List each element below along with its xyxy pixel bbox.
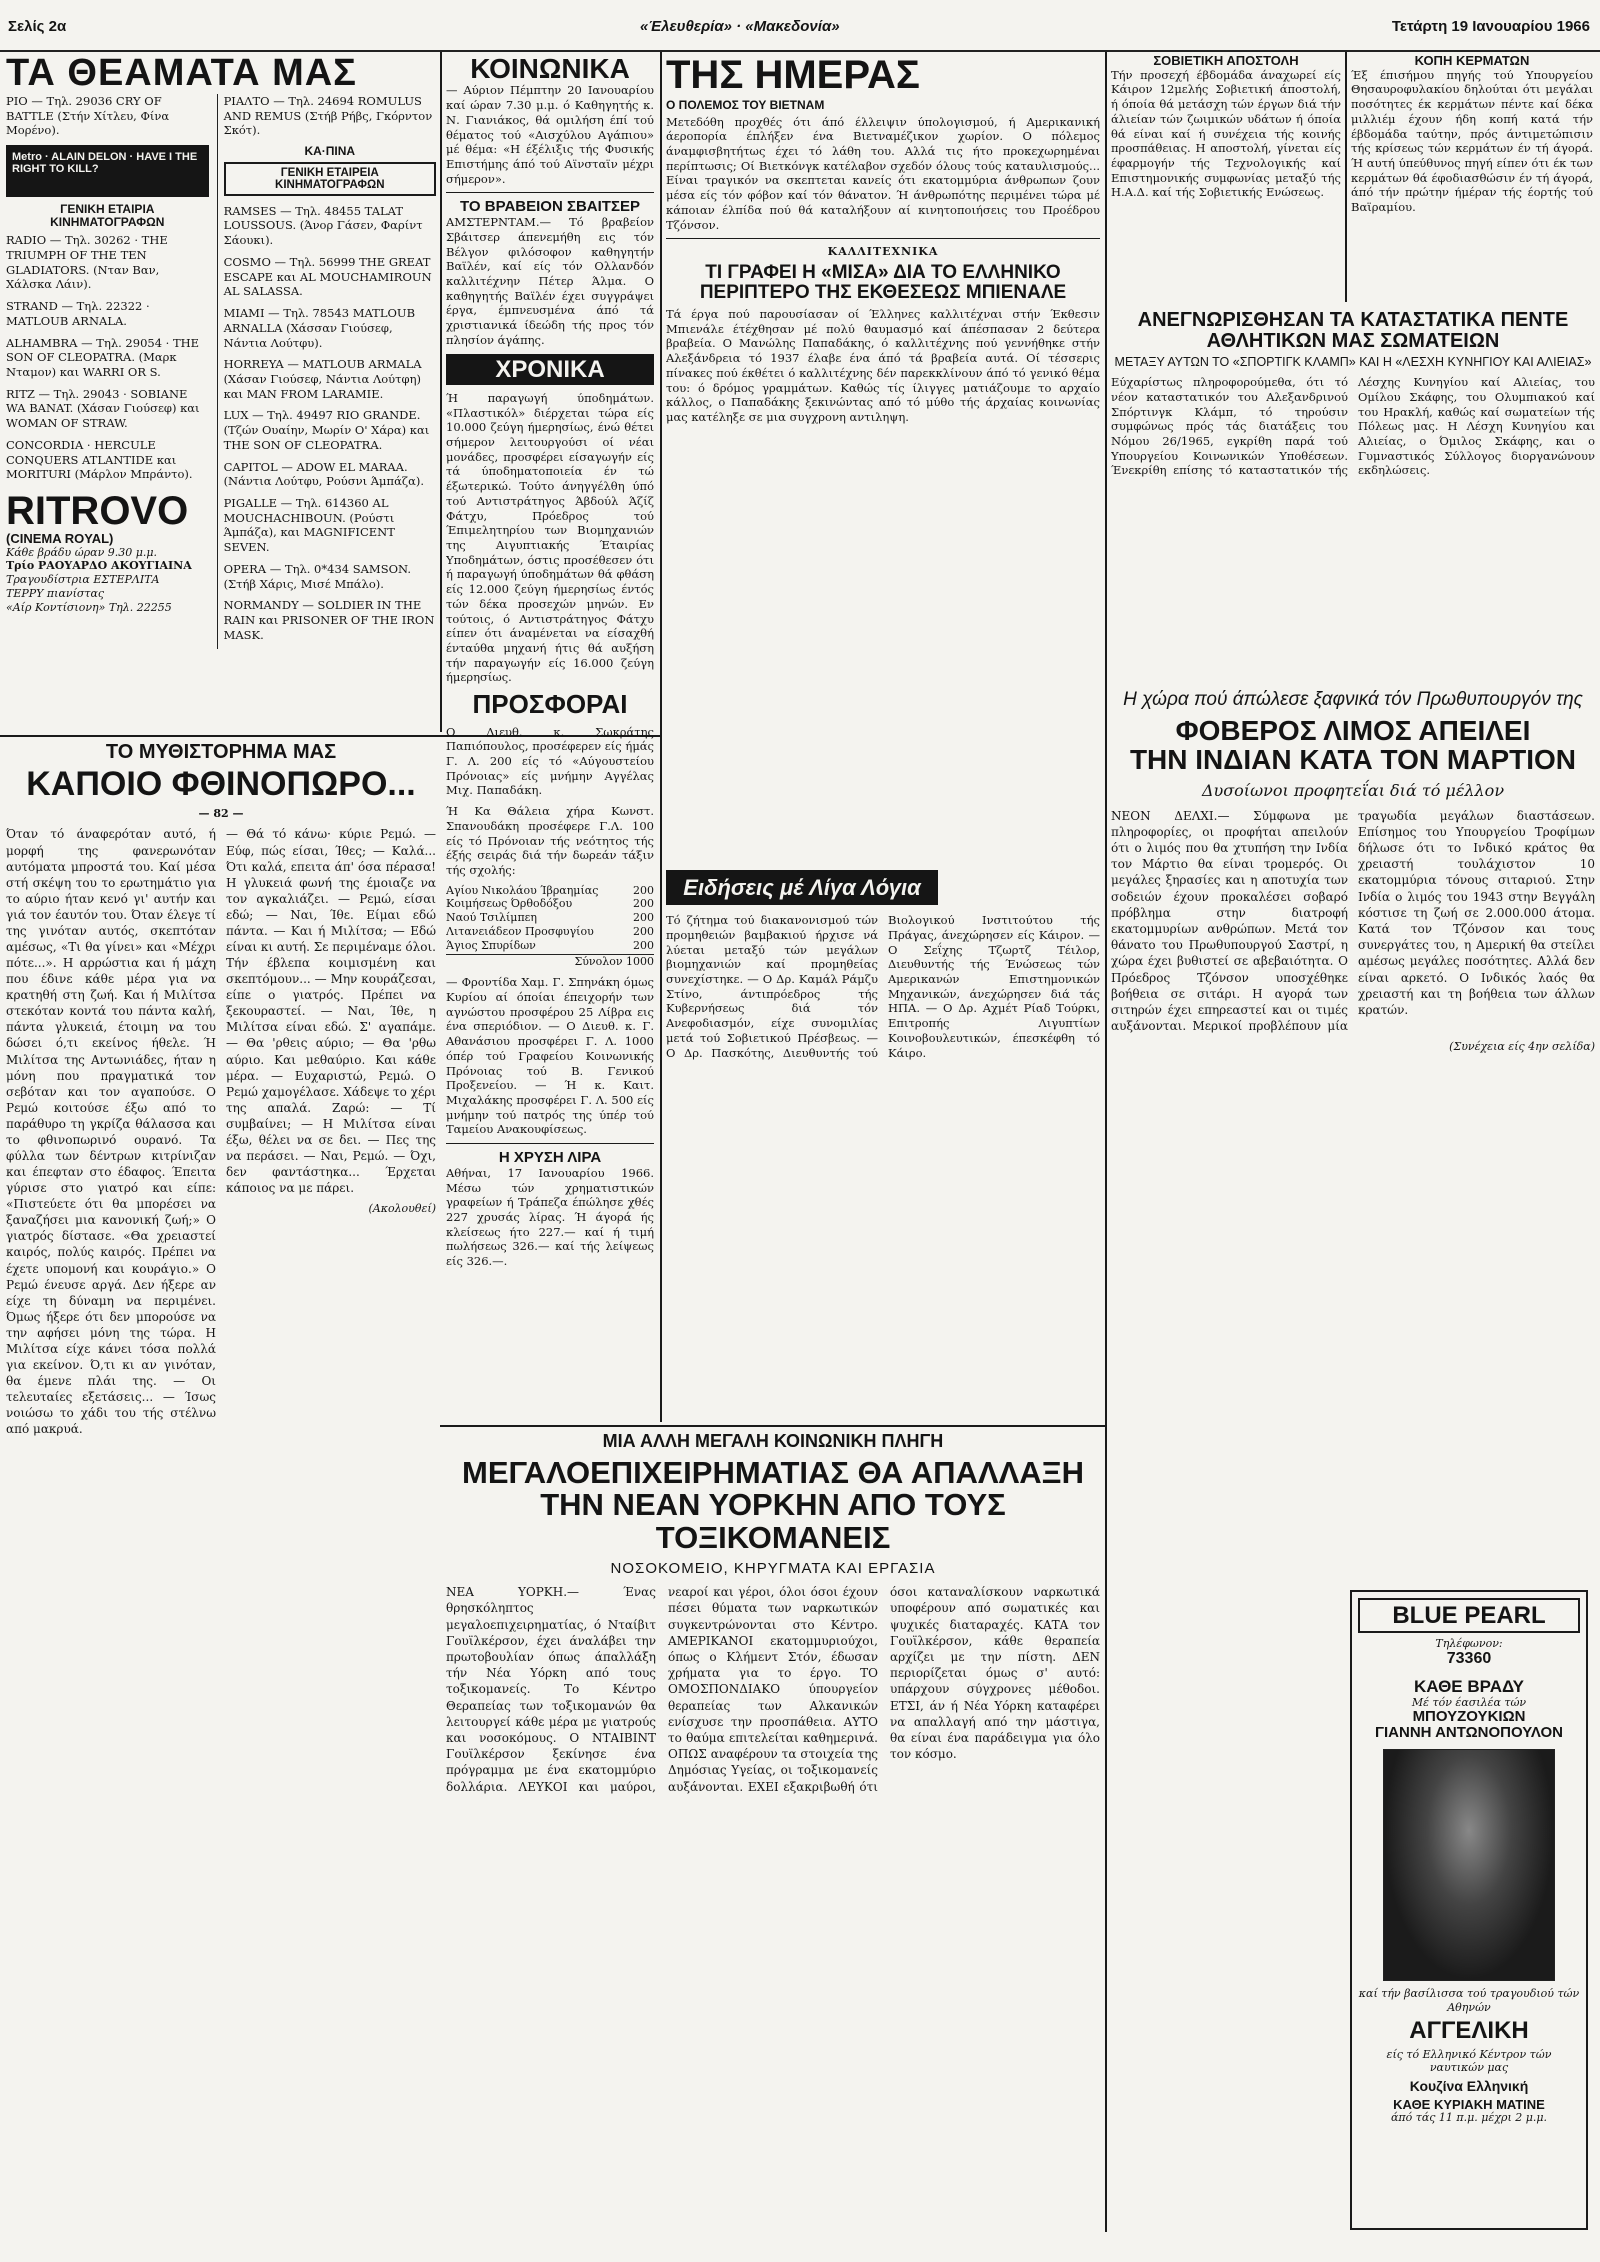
ritrovo-ad xyxy=(6,490,209,614)
cinema-listing: MIAMI — Τηλ. 78543 MATLOUB ARNALLA (Χάσσαν Γιούσεφ, Νάντια Λούτφυ). xyxy=(223,306,416,350)
ritrovo-line: Κάθε βράδυ ώραν 9.30 μ.μ. xyxy=(6,545,158,559)
gold-title: Η ΧΡΥΣΗ ΛΙΡΑ xyxy=(498,1149,602,1167)
ritrovo-name: RITROVO xyxy=(6,489,189,534)
offers-total: Σύνολον 1000 xyxy=(446,954,654,969)
cinema-listing: ALHAMBRA — Τηλ. 29054 · THE SON OF CLEOPATRA. (Μαρκ Νταμον) και WARRI OR S. xyxy=(6,335,200,379)
offer-name: Κοιμήσεως Όρθοδόξου xyxy=(446,897,573,911)
clubs-title: ΑΝΕΓΝΩΡΙΣΘΗΣΑΝ ΤΑ ΚΑΤΑΣΤΑΤΙΚΑ ΠΕΝΤΕ ΑΘΛΗΤΙΚΩΝ ΜΑΣ ΣΩΜΑΤΕΙΩΝ xyxy=(1137,310,1569,352)
cinema-listing: NORMANDY — SOLDIER IN THE RAIN και PRISONER OF THE IRON MASK. xyxy=(223,598,435,642)
offer-row xyxy=(446,911,654,925)
ritrovo-line: ΤΕΡΡΥ πιανίστας xyxy=(6,586,105,600)
social-text: — Αύριον Πέμπτην 20 Ιανουαρίου καί ώραν 7.30 μ.μ. ό Καθηγητής κ. Ν. Γιανιάκος, θά ομιλήση έπί τού θέματος τού «Αισχύλου Αγάπιου» μέ θέμα: «Η έξέλιξις τής Φυσικής Επιστήμης άπό τού Αϊνσταϊν μέχρι σήμερον». xyxy=(446,83,654,186)
novel-text: Όταν τό άναφερόταν αυτό, ή μορφή της φανερωνόταν αυτόματα μπροστά του. Καί μέσα στή σκέψη του το ερωτημάτιο για το αύριο ήταν κενό γι' αυτήν και γιά τον έαυτόν του. Όταν έλεγε τί της γινόταν αυτός, σκεπτόταν αμέσως, «Τι θα γίνει» και «Μέχρι πότε...». Η αρρώστια και ή μάχη που έδινε κάθε μέρα για να κρατηθή στη ζωή. Και ή Μιλίτσα στεκόταν κοντά του πάντα καλή, πάντα γλυκειά, έτοιμη να του δώσει ό,τι εκείνος ήθελε. Ή Μιλίτσα της Αντωνιάδες, ήταν η μόνη που πραγματικά τον σεβόταν και τον αγαπούσε. Ο Ρεμώ κοιτούσε έξω από το παράθυρο τη γκρίζα θάλασσα και το φθινοπωρινό ουρανό. Τα φύλλα των δέντρων κιτρίνιζαν και έπεφταν στο έδαφος. Έπειτα γύρισε στο γιατρό και είπε: «Πιστεύετε ότι θα μπορέσει να ξαναζήσει μια κανονική ζωή;» Ο γιατρός δίστασε. «Θα χρειαστεί καιρός, πολύς καιρός. Πρέπει να έχετε υπομονή και κουράγιο.» Ο Ρεμώ ένευσε αργά. Δεν ήξερε αν είχε τη δύναμη να περιμένει. Όμως ήξερε ότι δεν μπορούσε να την αφήσει μόνη της τώρα. Η Μιλίτσα είχε κάνει τόσα πολλά για εκείνον. Ό,τι κι αν γινόταν, θα έμενε πλάι της. — Οι τελευταίες εξετάσεις... — Ίσως νοιώσω το χάδι του τής στέλνω από μακρυά. xyxy=(6,827,216,1437)
novel-title: ΚΑΠΟΙΟ ΦΘΙΝΟΠΩΡΟ... xyxy=(26,765,416,803)
cinema-listing: RADIO — Τηλ. 30262 · THE TRIUMPH OF THE TEN GLADIATORS. (Νταν Βαν, Χάλσκα Λάιν). xyxy=(6,233,168,292)
cinema-listing: HORREYA — MATLOUB ARMALA (Χάσαν Γιούσεφ, Νάντια Λούτφη) και MAN FROM LARAMIE. xyxy=(223,357,422,401)
cinema-listing: CAPITOL — ADOW EL MARAA. (Νάντια Λούτφυ, Ρούσνι Άμπάζα). xyxy=(223,459,424,489)
offer-row xyxy=(446,939,654,953)
ad-line: ΚΑΘΕ ΒΡΑΔΥ xyxy=(1413,1676,1525,1696)
cinema-list xyxy=(6,233,209,482)
famine-title: ΦΟΒΕΡΟΣ ΛΙΜΟΣ ΑΠΕΙΛΕΙ xyxy=(1175,714,1531,746)
ad-line: καί τήν βασίλισσα τού τραγουδιού τών Αθηνών xyxy=(1358,1986,1580,2014)
chronika-text: Ή παραγωγή ύποδημάτων. «Πλαστικόλ» διέρχεται τώρα είς 10.000 ζεύγη ήμερησίως, ένώ θέτει σήμερον λειτουργούσι οί νέαι μονάδες, προσφέρει είσαγωγήν είς τά ύποδηματοποιεία έν τώ έξωτερικώ. Τούτο άνηγγέλθη ύπό τού Αντιστράτηγος Άβδούλ Άζίζ Φάτχυ, Πρόεδρος τού Έπιμελητηρίου των Βιομηχανιών της Αιγυπτιακής Έταιρίας Υποδημάτων, όστις προσέθεσεν ότι ή παραγωγή ύποδημάτων θά φθάση είς 12.000 ζεύγη ήμερησίως έντός τών δέκα προσεχών μηνών. Εν τούτοις, ό Αντιστράτηγος Φάτχυ είπεν ότι άναμένεται να είσαχθή ένταύθα μηχανή ήτις θά αυξήση τήν παραγωγήν είς 16.000 ζεύγη ήμερησίως. xyxy=(446,390,654,685)
social-title: ΚΟΙΝΩΝΙΚΑ xyxy=(470,54,630,84)
famine-title: ΤΗΝ ΙΝΔΙΑΝ ΚΑΤΑ ΤΟΝ ΜΑΡΤΙΟΝ xyxy=(1129,744,1577,776)
big-story-title: ΤΗΝ ΝΕΑΝ ΥΟΡΚΗΝ ΑΠΟ ΤΟΥΣ ΤΟΞΙΚΟΜΑΝΕΙΣ xyxy=(540,1487,1006,1555)
gold-text: Αθήναι, 17 Ιανουαρίου 1966. Μέσω τών χρηματιστικών γραφείων ή Τράπεζα έπώλησε χθές 227 χρυσάς λίρας. Ή άγορά ής κλείσεως ήτο 227.— καί ή τιμή πωλήσεως 326.— καί τής λείψεως είς 326.—. xyxy=(446,1165,654,1269)
chapter-number: — 82 — xyxy=(198,806,244,820)
news-text: Τό ζήτημα τού διακανονισμού τών προμηθειών βαμβακιού ήρχισε νά λύεται μεταξύ τών μεγάλων βιομηχανιών καί προμηθείας συνεχίστηκε. — Ο Δρ. Καμάλ Ράμζυ Στίνο, άντιπρόεδρος τής Κυβερνήσεως διά τόν Ανεφοδιασμόν, είχε συνομιλίας μετά τού Σοβιετικού Πρέσβεως. — Ο Δρ. Πασκότης, Διευθυντής τού Βιολογικού Ινστιτούτου τής Πράγας, άνεχώρησεν είς Κάιρον. — Ο Σεΐχης Τζωρτζ Τέιλορ, Διευθυντής τής Ένώσεως τών Αμερικανών Επιστημονικών Μηχανικών, άνεχώρησεν διά τάς ΗΠΑ. — Ο Δρ. Αχμέτ Ρίαδ Τούρκι, Επιτροπής Λιγυπτίων Κοινοβουλευτικών, έπεσκέφθη τό Κάιρο. xyxy=(666,913,1100,1060)
blue-pearl-ad xyxy=(1350,1590,1588,2230)
cinema-rio: ΡΙΟ — Τηλ. 29036 CRY OF BATTLE (Στήν Χίτλευ, Φίνα Μορένο). xyxy=(6,93,170,138)
soviet-title: ΣΟΒΙΕΤΙΚΗ ΑΠΟΣΤΟΛΗ xyxy=(1153,54,1299,68)
ad-line: Κουζίνα Ελληνική xyxy=(1409,2078,1529,2095)
cinema-rialto: ΡΙΑΛΤΟ — Τηλ. 24694 ROMULUS AND REMUS (Στήβ Ρήβς, Γκόρντον Σκότ). xyxy=(223,93,433,138)
column-rule xyxy=(440,52,442,732)
offer-amount: 200 xyxy=(633,883,654,897)
day-title: ΤΗΣ ΗΜΕΡΑΣ xyxy=(666,54,920,97)
ad-line: ΜΠΟΥΖΟΥΚΙΩΝ xyxy=(1412,1708,1526,1726)
ritrovo-line: «Αίρ Κοντίσιονη» Τηλ. 22255 xyxy=(6,600,172,614)
masthead xyxy=(0,0,1600,52)
kapina-heading: ΚΑ·ΠΙΝΑ xyxy=(304,144,356,159)
big-story xyxy=(446,1432,1100,2252)
day-subtitle: Ο ΠΟΛΕΜΟΣ ΤΟΥ ΒΙΕΤΝΑΜ xyxy=(666,98,825,112)
chronika-title: ΧΡΟΝΙΚΑ xyxy=(446,354,654,385)
offer-row xyxy=(446,897,654,911)
coins-text: Έξ έπισήμου πηγής τού Υπουργείου Θησαυροφυλακίου δηλούται ότι μεγάλαι ποσότητες έκ κερμάτων πέντε καί δέκα μιλλιέμ έχουν ήδη κοπή κατά τήν έβδομάδα ταύτην, πρός άντιμετώπισιν τής κρίσεως τών κερμάτων έν τή άγορά. Ή αυτή ύπεύθυνος πηγή είπεν ότι έκ των κερμάτων θά έφοδιασθώσιν έν τή άγορά, άπό τήν πρώτην ήμέραν τής έορτής τού Βαϊραμίου. xyxy=(1351,67,1593,215)
offer-name: Ναού Τσιλίμπεη xyxy=(446,911,537,925)
ad-line: ΚΑΘΕ ΚΥΡΙΑΚΗ ΜΑΤΙΝΕ xyxy=(1393,2096,1545,2112)
social-section xyxy=(446,54,654,1424)
offer-amount: 200 xyxy=(633,911,654,925)
ad-line: είς τό Ελληνικό Κέντρον τών ναυτικών μας xyxy=(1386,2047,1552,2075)
ritrovo-line: Τρίο ΡΑΟΥΑΡΔΟ ΑΚΟΥΓΙΑΙΝΑ xyxy=(6,559,192,573)
issue-date: Τετάρτη 19 Ιανουαρίου 1966 xyxy=(1391,18,1590,35)
big-story-text: ΝΕΑ ΥΟΡΚΗ.— Ένας θρησκόληπτος μεγαλοεπιχειρηματίας, ό Νταίβιτ Γουϊλκέρσον, έχει άναλάβει την πρωτοβουλίαν όπως άπαλλάξη τήν Νέα Υόρκη από τους τοξικομανείς. Το Κέντρο Θεραπείας των τοξικομανών θα λειτουργεί κάθε μέρα με γιατρούς και νοσοκόμους. Ο ΝΤΑΙΒΙΝΤ Γουϊλκέρσον ξεκίνησε ένα πρόγραμμα με ένα εκατομμύριο δολλάρια. ΛΕΥΚΟΙ και μαύροι, νεαροί και γέροι, όλοι όσοι έχουν πέσει θύματα των ναρκωτικών συγκεντρώνονται στο Κέντρο. ΑΜΕΡΙΚΑΝΟΙ εκατομμυριούχοι, όπως ο Κλήμεντ Στόν, έδωσαν χρήματα για το έργο. ΤΟ ΟΜΟΣΠΟΝΔΙΑΚΟ ύπουργείον θεραπείας των Αλκανικών ενίσχυσε την προσπάθεια. ΑΥΤΟ το θαύμα επιτελείται καθημερινά. ΟΠΩΣ αναφέρουν τα στοιχεία της Δημόσιας Υγείας, οι τοξικομανείς αυξάνονται. ΕΧΕΙ εξακριβωθή ότι όσοι καταναλίσκουν ναρκωτικά υποφέρουν από σωματικές και ψυχικές διαταραχές. ΚΑΤΑ τον Γουϊλκέρσον, κάθε θεραπεία αρχίζει με την πίστη. ΔΕΝ περιορίζεται όμως σ' αυτό: υπάρχουν σύγχρονες μέθοδοι. ΕΤΣΙ, άν ή Νέα Υόρκη καταφέρει να απαλλαγή από την μάστιγα, θα είναι ένα παράδειγμα για όλο τον κόσμο. xyxy=(446,1585,1100,1794)
clubs-section xyxy=(1111,310,1595,665)
continued-note: (Συνέχεια είς 4ην σελίδα) xyxy=(1449,1040,1595,1054)
famine-text: ΝΕΟΝ ΔΕΛΧΙ.— Σύμφωνα με πληροφορίες, οι προφήται απειλούν ότι ο λιμός που θα χτυπήση την Ινδία τον Μάρτιο θα είναι τρομερός. Οι μεγάλες ξηρασίες και η αποτυχία των σοδειών έχουν προκαλέσει σοβαρό πρόβλημα στην διατροφή εκατομμυρίων ανθρώπων. Μετά τον θάνατο του Πρωθυπουργού Σαστρί, η χώρα έχει βυθιστεί σε αβεβαιότητα. Ο Πρόεδρος Τζόνσον υποσχέθηκε βοήθεια σε σιτάρι. Η αγορά των σιτηρών έχει επηρεαστεί και οι τιμές αυξάνονται. Μερικοί προβλέπουν μία τραγωδία μεγάλων διαστάσεων. Επίσημος του Υπουργείου Τροφίμων δήλωσε ότι το Ινδικό κράτος θα χρειαστή τουλάχιστον 10 εκατομμύρια τόνους σιταριού. Στην Ινδία ο λιμός του 1943 στην Βεγγάλη κόστισε τη ζωή σε 2.000.000 άτομα. Κατά τον Τζόνσον και τους συνεργάτες του, η Αμερική θα στείλει αμέσως μεγάλες ποσότητες. Αλλά δεν είναι αρκετό. Ο Ινδικός λαός θα χρειαστή και τη βοήθεια των άλλων κρατών. xyxy=(1111,808,1595,1034)
company-heading: ΓΕΝΙΚΗ ΕΤΑΙΡΙΑ ΚΙΝΗΜΑΤΟΓΡΑΦΩΝ xyxy=(50,202,165,229)
newspaper-name: «Έλευθερία» · «Μακεδονία» xyxy=(640,18,840,35)
day-text: Μετεδόθη προχθές ότι άπό έλλειψιν ύπολογισμού, ή Αμερικανική άεροπορία έπλήξεν ένα Βιετναμέζικον χωρίον. Ο πόλεμος άναμφισβητήτως έχει τό λάθη του. Αλλά τις ήτο προκεχωρημέναι περίπτωσις; Οί Βιετκόνγκ κατέλαβον σχεδόν όλους τούς καταυλισμούς... Είναι τραγικόν να σκεπτεται κανείς ότι εκατομμύρια άνθρωπων ζουν μέσα είς τόν φόβον καί τόν θάνατον. Ή άνθρωπότης περιμένει τώρα μέ κάποιαν έλπίδα πού θά καταλήξουν αί κινητοποιήσεις του Προέδρου Τζόνσον. xyxy=(666,114,1100,232)
cinema-listing: RITZ — Τηλ. 29043 · SOBIANE WA BANAT. (Χάσαν Γιούσεφ) και WOMAN OF STRAW. xyxy=(6,386,200,431)
venue-name: BLUE PEARL xyxy=(1358,1598,1580,1633)
lost-pm-title: Η χώρα πού άπώλεσε ξαφνικά τόν Πρωθυπουργόν της xyxy=(1123,690,1583,710)
ritrovo-line: Τραγουδίστρια ΕΣΤΕΡΛΙΤΑ xyxy=(6,573,160,587)
novel-label: ΤΟ ΜΥΘΙΣΤΟΡΗΜΑ ΜΑΣ xyxy=(105,742,337,763)
offers-title: ΠΡΟΣΦΟΡΑΙ xyxy=(472,689,628,720)
novel-section xyxy=(6,742,436,2232)
offer-amount: 200 xyxy=(633,897,654,911)
offer-name: Αγίου Νικολάου Ίβραημίας xyxy=(446,883,599,897)
offers-intro: Ή Κα Θάλεια χήρα Κωνστ. Σπανουδάκη προσέφερε Γ.Λ. 100 είς τό Πρόνοιαν τής νεότητος τής έξής σειράς διά τήν δωρεάν τάξιν τής σχολής: xyxy=(446,804,654,877)
offer-row xyxy=(446,884,654,898)
coins-section xyxy=(1351,54,1593,304)
column-rule xyxy=(1105,52,1107,2232)
famine-subtitle: Δυσοίωνοι προφητεΐαι διά τό μέλλον xyxy=(1201,780,1505,800)
singer-photo xyxy=(1383,1749,1555,1981)
cinema-listing: RAMSES — Τηλ. 48455 TALAT LOUSSOUS. (Άνορ Γάσεν, Φαρίντ Σάουκι). xyxy=(223,203,423,248)
clubs-subtitle: ΜΕΤΑΞΥ ΑΥΤΩΝ ΤΟ «ΣΠΟΡΤΙΓΚ ΚΛΑΜΠ» ΚΑΙ Η «ΛΕΣΧΗ ΚΥΝΗΓΙΟΥ ΚΑΙ ΑΛΙΕΙΑΣ» xyxy=(1114,355,1592,369)
offer-amount: 200 xyxy=(633,938,654,952)
ad-line: ΑΓΓΕΛΙΚΗ xyxy=(1409,2017,1529,2045)
arts-text: Τά έργα πού παρουσίασαν οί Έλληνες καλλιτέχναι στήν Έκθεσιν Μπιενάλε έτέχθησαν μέ πολύ θαυμασμό καί άπέσπασαν 2 δεύτερα βραβεία. Ο Μανώλης Παπαδάκης, ό καλλιτέχνης πού γεννήθηκε στήν Αλεξάνδρεια τό 1937 έλαβε ένα άπό τά βραβεία αυτά. Οί τέσσερις πίνακες πού έκθέτει ό καλλιτέχνης δέν παρεκκλίνουν άπό τό γενικό θέμα του: ό δρόμος γραμμάτων. Καθώς τίς ίλιγγες ματιάζουμε το αρχαίο κάλλος, ο Παπαδάκης ξεκινώντας από τό μύθο τής άρχαίας κοινωνίας μας κατέληξε σε μια συγχρονη αντιληψη. xyxy=(666,306,1100,424)
soviet-text: Τήν προσεχή έβδομάδα άναχωρεί είς Κάιρον 12μελής Σοβιετική άποστολή, ή όποία θά μετάσχη τών έργων διά τήν άλιείαν τών ζωιμικών υδάτων ή όποία θά είναι καί ή συνέχεια τής κοινής προσπάθειας. Η αποστολή, γίνεται είς έφαρμογήν τής Τεχνολογικής καί Επιστημονικής συμφωνίας μεταξύ τής Η.Α.Δ. καί τής Σοβιετικής Ενώσεως. xyxy=(1111,67,1341,200)
company-heading: ΓΕΝΙΚΗ ΕΤΑΙΡΕΙΑ ΚΙΝΗΜΑΤΟΓΡΑΦΩΝ xyxy=(224,162,436,196)
cinema-listing: PIGALLE — Τηλ. 614360 AL MOUCHACHIBOUN. (Ρούστι Άμπάζα), και MAGNIFICENT SEVEN. xyxy=(223,495,395,555)
offers-more: — Φροντίδα Χαμ. Γ. Σπηνάκη όμως Κυρίου αί όποίαι έπειχορήν των αγνώστου προσφέρου 25 Λίβρα εις ένα σπεριόδιον. — Ο Διευθ. κ. Γ. Αθανάσιου προσφέρει Γ. Λ. 1000 όπέρ τού Γραφείου Κοινωνικής Πρόνοιας τού Β. Γενικού Προξενείου. — Ή κ. Καιτ. Μιχαλάκης προσφέρει Γ. Λ. 500 είς μνήμην τού πατρός της ύπέρ τού Ταμείου Ανακουφίσεως. xyxy=(446,975,654,1137)
cinema-listing: STRAND — Τηλ. 22322 · MATLOUB ARNALA. xyxy=(6,299,150,328)
cinema-listing: COSMO — Τηλ. 56999 THE GREAT ESCAPE και AL MOUCHAMIROUN AL SALASSA. xyxy=(223,254,432,299)
offer-name: Άγιος Σπυρίδων xyxy=(446,938,536,952)
big-story-title: ΜΕΓΑΛΟΕΠΙΧΕΙΡΗΜΑΤΙΑΣ ΘΑ ΑΠΑΛΛΑΞΗ xyxy=(462,1454,1084,1490)
page-number: Σελίς 2α xyxy=(8,18,67,35)
offers-list xyxy=(446,884,654,970)
column-rule xyxy=(660,52,662,1422)
ad-line: ΓΙΑΝΝΗ ΑΝΤΩΝΟΠΟΥΛΟΝ xyxy=(1374,1724,1564,1742)
ad-line: άπό τάς 11 π.μ. μέχρι 2 μ.μ. xyxy=(1390,2111,1548,2125)
cinema-listing: OPERA — Τηλ. 0*434 SAMSON. (Στήβ Χάρις, Μισέ Μπάλο). xyxy=(223,561,411,591)
novel-text: — Θά τό κάνω· κύριε Ρεμώ. — Εύφ, πώς είσαι, Ίθες; — Καλά... Ότι καλά, επειτα άπ' όσα πέρασα! Η γλυκειά φωνή της έμοιαζε να τον αγκαλιάζει. — Ρεμώ, είσαι εδώ; — Ναι, Ίθε. Είμαι εδώ πάντα. — Και ή Μιλίτσα; — Εδώ είναι κι αυτή. Σε περιμέναμε όλοι. Τήν έβλεπα κοιμισμένη και σκεπτόμουν... — Μην κουράζεσαι, είπε ο γιατρός. Πρέπει να ξεκουραστεί. — Ναι, Ίθε, η Μιλίτσα είναι εδώ. Σ' αγαπάμε. — Θα 'ρθεις αύριο; — Θα 'ρθω αύριο. Και μεθαύριο. Και κάθε μέρα. — Ευχαριστώ, Ρεμώ. Ο Ρεμώ χαμογέλασε. Χάδεψε το χέρι της απαλά. Ζαρώ: — Τί συμβαίνει; — Η Μιλίτσα είναι έξω, θέλει να σε δει. — Πες της να περάσει. — Ναι, Ρεμώ. — Όχι, δεν φαντάστηκα... Έρχεται κάποιος να με πάρει. xyxy=(226,827,436,1196)
theaters-section xyxy=(6,54,436,734)
prize-title: ΤΟ ΒΡΑΒΕΙΟΝ ΣΒΑΙΤΣΕΡ xyxy=(460,198,640,216)
tel-number: 73360 xyxy=(1446,1649,1492,1667)
column-rule xyxy=(1345,52,1347,302)
coins-title: ΚΟΠΗ ΚΕΡΜΑΤΩΝ xyxy=(1414,54,1530,68)
ritrovo-sub: (CINEMA ROYAL) xyxy=(6,531,114,547)
arts-label: ΚΑΛΛΙΤΕΧΝΙΚΑ xyxy=(827,245,939,259)
news-title: Ειδήσεις μέ Λίγα Λόγια xyxy=(666,870,938,905)
day-section xyxy=(666,54,1100,594)
section-rule xyxy=(440,1425,1105,1427)
to-be-continued: (Ακολουθεί) xyxy=(368,1202,436,1216)
clubs-text: Εύχαρίστως πληροφορούμεθα, ότι τό νέον καταστατικόν του Αλεξανδρινού Σπόρτινγκ Κλάμπ, τό τηρούσιν συμφώνως πρός τάς διατάξεις του Νόμου 26/1965, εγκρίθη παρά τού Υπουργείου Κοινωνικών Υποθέσεων. Ένεκρίθη επίσης τό καταστατικόν τής Λέσχης Κυνηγίου καί Αλιείας, του Ομίλου Σκάφης, του Ολυμπιακού καί του Ηρακλή, καθώς καί σωματείων τής Πόλεως μας. Η Λέσχη Κυνηγίου και Αλιείας, ο Όμιλος Σκάφης, και ο Γυμναστικός Σύλλογος διοργανώνουν εκδηλώσεις. xyxy=(1111,375,1595,478)
big-story-label: ΜΙΑ ΑΛΛΗ ΜΕΓΑΛΗ ΚΟΙΝΩΝΙΚΗ ΠΛΗΓΗ xyxy=(602,1432,944,1451)
soviet-section xyxy=(1111,54,1341,304)
news-section xyxy=(666,870,1100,1420)
prize-text: ΑΜΣΤΕΡΝΤΑΜ.— Τό βραβείον Σβάιτσερ άπενεμήθη εις τόν Βέλγον φιλόσοφον καθηγητήν Βαϊλέν, καί είς τόν Ολλανδόν καλλιτέχνην Πέτερ Άλμα. Ο καθηγητής Βαϊλέν έχει συγγράψει έργα, έμπνευσμένα άπό τά χριστιανικά ίδεώδη τής προς τόν πλησίον άγάπης. xyxy=(446,215,654,347)
cinema-listing: CONCORDIA · HERCULE CONQUERS ATLANTIDE και MORITURI (Μάρλον Μπράντο). xyxy=(6,437,193,482)
big-story-subtitle: ΝΟΣΟΚΟΜΕΙΟ, ΚΗΡΥΓΜΑΤΑ ΚΑΙ ΕΡΓΑΣΙΑ xyxy=(610,1559,936,1577)
famine-section xyxy=(1111,690,1595,1570)
arts-title: ΤΙ ΓΡΑΦΕΙ Η «ΜΙΣΑ» ΔΙΑ ΤΟ ΕΛΛΗΝΙΚΟ ΠΕΡΙΠΤΕΡΟ ΤΗΣ ΕΚΘΕΣΕΩΣ ΜΠΙΕΝΑΛΕ xyxy=(699,262,1067,304)
theaters-title: ΤΑ ΘΕΑΜΑΤΑ ΜΑΣ xyxy=(6,54,357,94)
offer-row xyxy=(446,925,654,939)
cinema-listing: LUX — Τηλ. 49497 RIO GRANDE. (Τζών Ουαίην, Μωρίν Ο' Χάρα) και THE SON OF CLEOPATRA. xyxy=(223,408,430,452)
offer-name: Λιτανειάδεον Προσφυγίου xyxy=(446,924,594,938)
metro-ad: Metro · ALAIN DELON · HAVE I THE RIGHT TO KILL? xyxy=(6,145,209,197)
offer-amount: 200 xyxy=(633,924,654,938)
ad-line: Μέ τόν έασιλέα τών xyxy=(1411,1695,1527,1709)
tel-label: Τηλέφωνον: xyxy=(1435,1637,1503,1651)
offers-intro: Ο Διευθ. κ. Σωκράτης Παπιόπουλος, προσέφερεν είς ήμάς Γ. Λ. 200 είς τό «Αύγουστείου Πρόνοιας» είς μνήμην Αγγέλας Μιχ. Παπαδάκη. xyxy=(446,724,654,798)
